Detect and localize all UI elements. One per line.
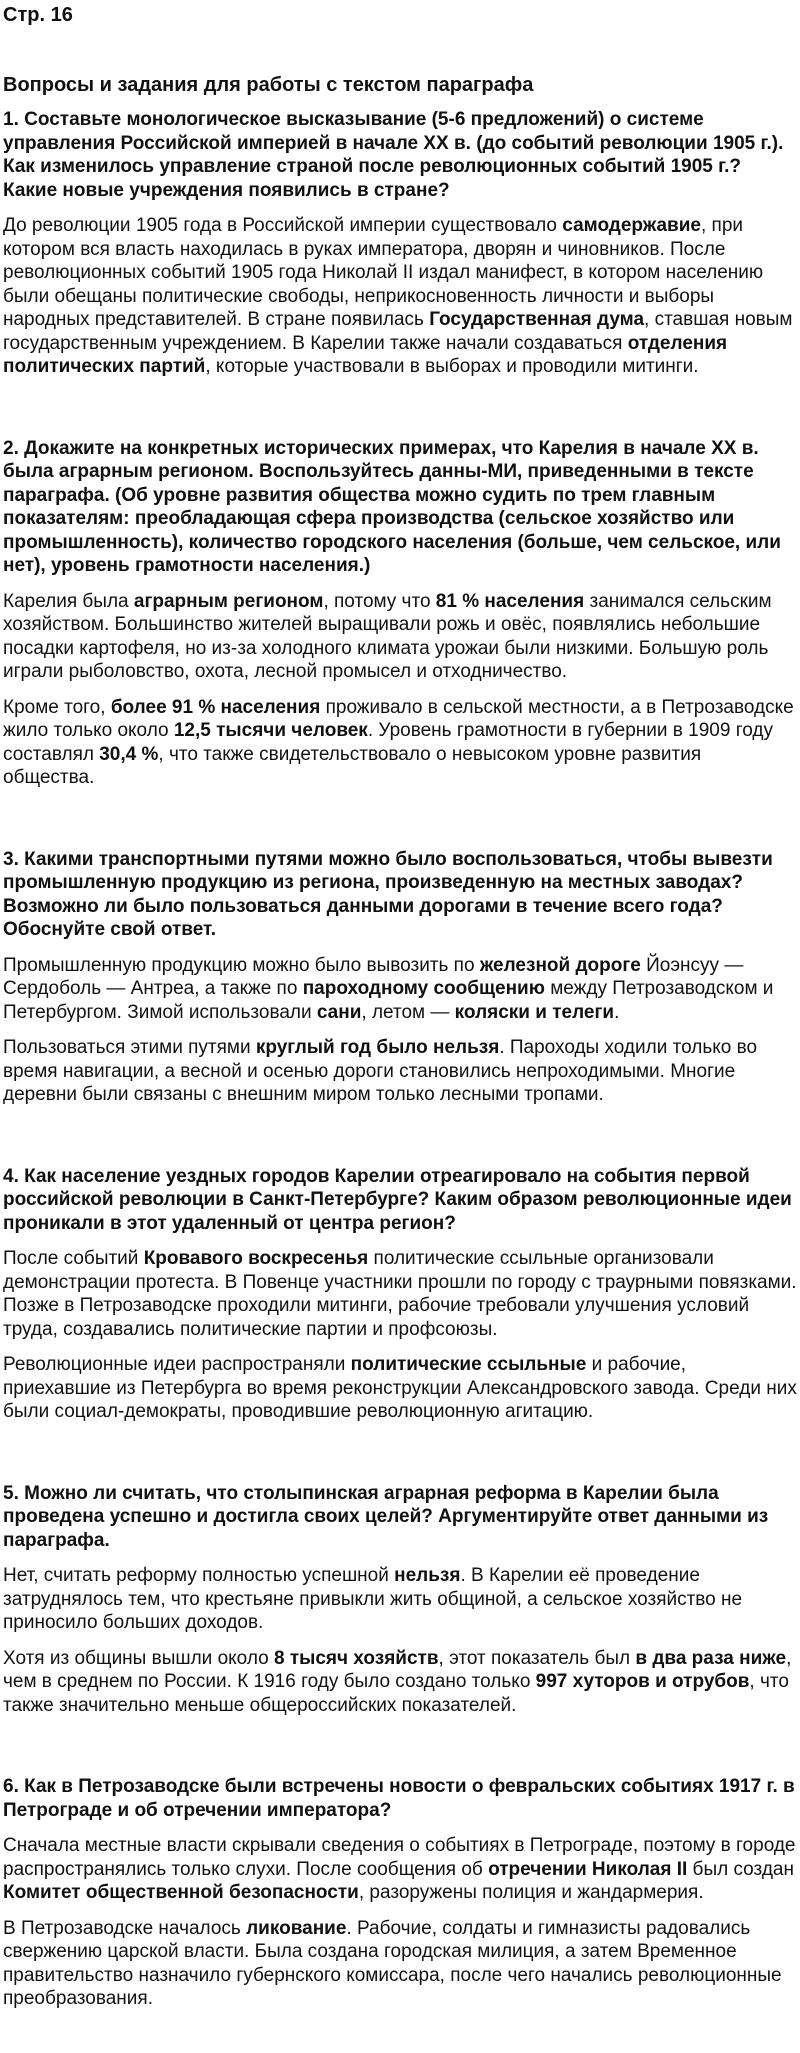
question-text: 3. Какими транспортными путями можно было воспользоваться, чтобы вывезти промышленную продукцию из региона, произведенную на местных заводах? Возможно ли было пользоваться данными дорогами в течение всего года? Обоснуйте свой ответ. xyxy=(3,848,773,940)
question-section xyxy=(3,1775,797,2011)
answer-text: , потому что xyxy=(323,590,436,612)
answer-text: Пользоваться этими путями xyxy=(3,1037,256,1058)
answer-paragraph xyxy=(3,590,797,684)
question-text: 6. Как в Петрозаводске были встречены новости о февральских событиях 1917 г. в Петрограде и об отречении императора? xyxy=(3,1776,795,1821)
answer-text: . Рабочие, солдаты и гимназисты радовались свержению царской власти. Была создана городская милиция, а затем Временное правительство назначило губернского комиссара, после чего начались революционные преобразования. xyxy=(3,1917,782,2009)
answer-text: был создан xyxy=(687,1858,794,1880)
answer-text: политические ссыльные организовали демонстрации протеста. В Повенце участники прошли по городу с траурными повязками. Позже в Петрозаводске проходили митинги, рабочие требовали улучшения условий труда, создавались политические партии и профсоюзы. xyxy=(3,1248,797,1340)
bold-term: железной дороге xyxy=(479,954,641,976)
question-text: 2. Докажите на конкретных исторических примерах, что Карелия в начале XX в. была аграрным регионом. Воспользуйтесь данны-МИ, приведенными в тексте параграфа. (Об уровне развития общества можно судить по трем главным показателям: преобладающая сфера производства (сельское хозяйство или промышленность), количество городского населения (больше, чем сельское, или нет), уровень грамотности населения.) xyxy=(3,437,781,576)
bold-term: 997 хуторов и отрубов xyxy=(535,1671,750,1692)
bold-term: более 91 % населения xyxy=(110,696,321,718)
question-section xyxy=(3,1165,797,1424)
section-heading: Вопросы и задания для работы с текстом параграфа xyxy=(3,74,534,96)
answer-text: Карелия была xyxy=(3,590,134,612)
bold-term: Государственная дума xyxy=(429,309,645,330)
answer-text: . Уровень грамотности в губернии в 1909 году составлял xyxy=(3,720,773,765)
answer-text: Промышленную продукцию можно было вывозить по xyxy=(3,954,480,976)
answer-text: , чем в среднем по России. К 1916 году было создано только xyxy=(3,1647,792,1692)
answer-paragraph xyxy=(3,1353,797,1424)
answer-text: между Петрозаводском и Петербургом. Зимой использовали xyxy=(3,978,774,1023)
answer-text: , при котором вся власть находилась в руках императора, дворян и чиновников. После революционных событий 1905 года Николай II издал манифест, в котором населению были обещаны политические свободы, неприкосновенность личности и выборы народных представителей. В стране появилась xyxy=(3,215,764,330)
answer-text: До революции 1905 года в Российской империи существовало xyxy=(3,215,563,236)
answer-text: Нет, считать реформу полностью успешной xyxy=(3,1565,395,1586)
answer-paragraph xyxy=(3,1647,797,1718)
question-section xyxy=(3,108,797,379)
answer-text: , которые участвовали в выборах и проводили митинги. xyxy=(205,356,699,377)
bold-term: пароходному сообщению xyxy=(302,978,545,999)
bold-term: политические ссыльные xyxy=(350,1354,587,1375)
answer-text: Кроме того, xyxy=(3,696,111,718)
bold-term: отделения политических партий xyxy=(3,332,728,377)
question-section xyxy=(3,437,797,790)
answer-text: . xyxy=(614,1001,620,1023)
bold-term: коляски и телеги xyxy=(454,1001,615,1023)
bold-term: нельзя xyxy=(394,1565,461,1586)
bold-term: 12,5 тысячи человек xyxy=(173,720,368,741)
answer-paragraph xyxy=(3,1247,797,1341)
answer-text: Сначала местные власти скрывали сведения о событиях в Петрограде, поэтому в городе распространялись только слухи. После сообщения об xyxy=(3,1835,796,1880)
bold-term: 81 % населения xyxy=(435,590,585,612)
answer-text: проживало в сельской местности, а в Петрозаводске жило только около xyxy=(3,696,794,741)
answer-text: , разоружены полиция и жандармерия. xyxy=(358,1882,704,1903)
page-number: Стр. 16 xyxy=(3,4,73,26)
bold-term: круглый год было нельзя xyxy=(255,1037,500,1058)
question-text: 1. Составьте монологическое высказывание (5-6 предложений) о системе управления Российской империей в начале XX в. (до событий революции 1905 г.). Как изменилось управление страной после революционных событий 1905 г.? Какие новые учреждения появились в стране? xyxy=(3,109,784,201)
answer-paragraph xyxy=(3,1564,797,1635)
bold-term: аграрным регионом xyxy=(133,590,324,612)
answer-text: , что также свидетельствовало о невысоком уровне развития общества. xyxy=(3,743,702,788)
question-text: 4. Как население уездных городов Карелии отреагировало на события первой российской революции в Санкт-Петербурге? Каким образом революционные идеи проникали в этот удаленный от центра регион? xyxy=(3,1165,792,1234)
answer-text: , что также значительно меньше общероссийских показателей. xyxy=(3,1671,789,1716)
answer-paragraph xyxy=(3,1036,797,1107)
answer-text: , летом — xyxy=(361,1001,455,1023)
question-section xyxy=(3,848,797,1107)
answer-paragraph xyxy=(3,1917,797,2011)
bold-term: отречении Николая II xyxy=(488,1858,688,1880)
answer-paragraph xyxy=(3,954,797,1025)
answer-text: занимался сельским хозяйством. Большинство жителей выращивали рожь и овёс, появлялись небольшие посадки картофеля, но из-за холодного климата урожаи были низкими. Большую роль играли рыболовство, охота, лесной промысел и отходничество. xyxy=(3,590,772,682)
bold-term: в два раза ниже xyxy=(635,1647,787,1669)
answer-paragraph xyxy=(3,696,797,790)
answer-paragraph xyxy=(3,214,797,379)
bold-term: 30,4 % xyxy=(99,743,159,765)
answer-text: Йоэнсуу — Сердоболь — Антреа, а также по xyxy=(3,954,744,999)
answer-text: Хотя из общины вышли около xyxy=(3,1647,274,1669)
question-section xyxy=(3,1482,797,1718)
questions-list xyxy=(3,108,797,2011)
bold-term: сани xyxy=(316,1001,362,1023)
question-text: 5. Можно ли считать, что столыпинская аграрная реформа в Карелии была проведена успешно и достигла своих целей? Аргументируйте ответ данными из параграфа. xyxy=(3,1482,769,1551)
bold-term: самодержавие xyxy=(562,215,701,236)
bold-term: ликование xyxy=(246,1917,347,1939)
answer-text: После событий xyxy=(3,1248,144,1269)
answer-paragraph xyxy=(3,1834,797,1905)
answer-text: В Петрозаводске началось xyxy=(3,1917,247,1939)
answer-text: . В Карелии её проведение затруднялось тем, что крестьяне привыкли жить общиной, а сельское хозяйство не приносило больших доходов. xyxy=(3,1565,743,1633)
bold-term: Комитет общественной безопасности xyxy=(3,1882,359,1903)
answer-text: , ставшая новым государственным учреждением. В Карелии также начали создаваться xyxy=(3,309,793,354)
answer-text: Революционные идеи распространяли xyxy=(3,1354,351,1375)
answer-text: . Пароходы ходили только во время навигации, а весной и осенью дороги становились непроходимыми. Многие деревни были связаны с внешним миром только лесными тропами. xyxy=(3,1037,758,1105)
bold-term: 8 тысяч хозяйств xyxy=(273,1647,439,1669)
bold-term: Кровавого воскресенья xyxy=(143,1248,369,1269)
answer-text: и рабочие, приехавшие из Петербурга во время реконструкции Александровского завода. Среди них были социал-демократы, проводившие революционную агитацию. xyxy=(3,1354,797,1422)
answer-text: , этот показатель был xyxy=(438,1647,636,1669)
